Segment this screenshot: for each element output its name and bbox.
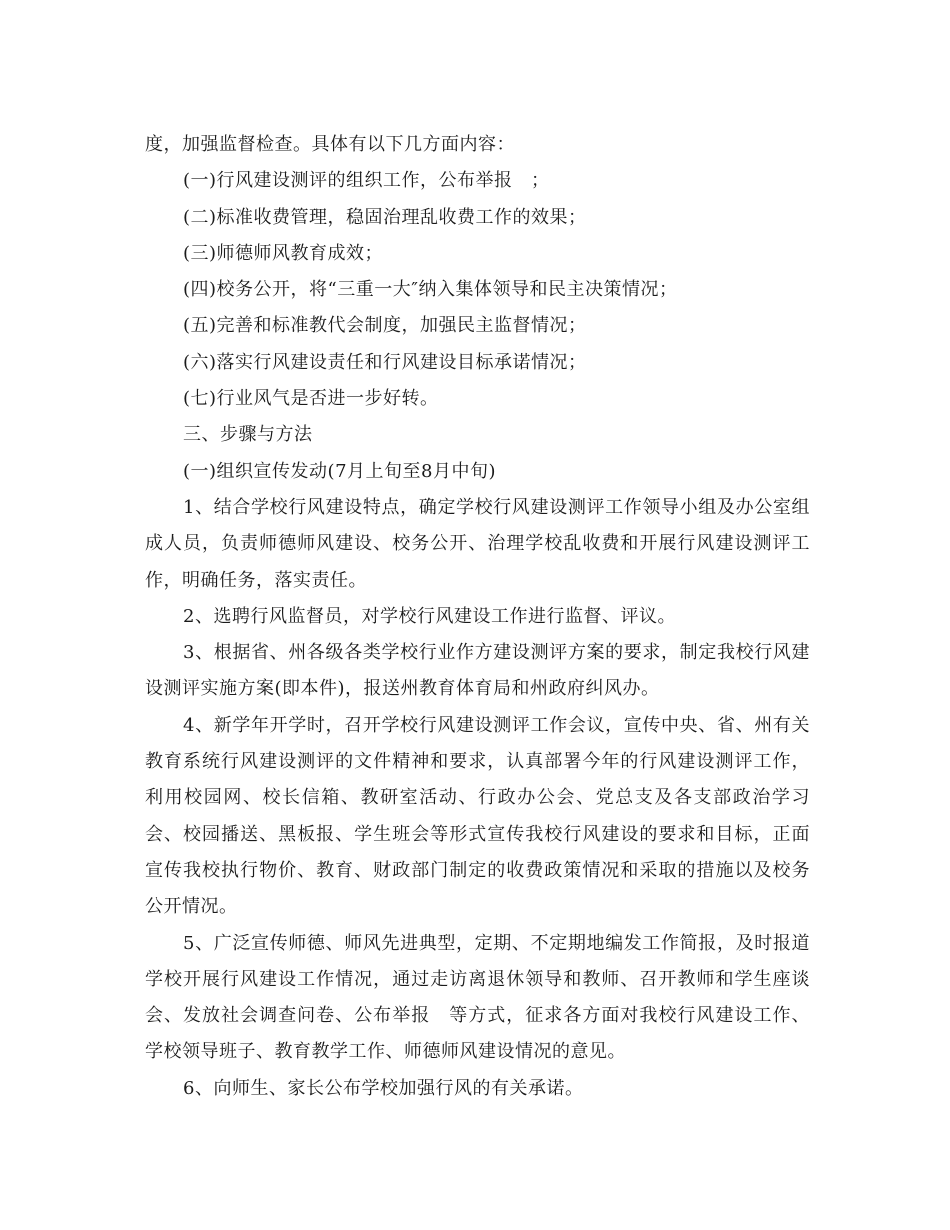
paragraph-item-4: (四)校务公开，将“三重一大″纳入集体领导和民主决策情况； [183, 279, 678, 301]
paragraph-item-2: (二)标准收费管理，稳固治理乱收费工作的效果； [183, 206, 587, 228]
paragraph-item-1: (一)行风建设测评的组织工作，公布举报 ； [183, 170, 550, 192]
section-heading-steps: 三、步骤与方法 [183, 424, 313, 446]
paragraph-item-6: (六)落实行风建设责任和行风建设目标承诺情况； [183, 351, 587, 373]
paragraph-item-5: (五)完善和标准教代会制度，加强民主监督情况； [183, 315, 587, 337]
subsection-heading-publicity: (一)组织宣传发动(7月上旬至8月中旬) [183, 460, 496, 482]
paragraph-step-2: 2、选聘行风监督员，对学校行风建设工作进行监督、评议。 [183, 605, 676, 627]
paragraph-item-7: (七)行业风气是否进一步好转。 [183, 388, 439, 410]
paragraph-item-3: (三)师德师风教育成效； [183, 242, 384, 264]
paragraph-intro-continuation: 度，加强监督检查。具体有以下几方面内容： [145, 134, 515, 155]
paragraph-step-5: 5、广泛宣传师德、师风先进典型，定期、不定期地编发工作简报，及时报道学校开展行风建设工作情况，通过走访离退休领导和教师、召开教师和学生座谈会、发放社会调查问卷、公布举报 等方式，征求各方面对我校行风建设工作、学校领导班子、教育教学工作、师德师风建设情况的意见。 [145, 932, 810, 1063]
paragraph-step-6: 6、向师生、家长公布学校加强行风的有关承诺。 [183, 1077, 584, 1099]
paragraph-step-1: 1、结合学校行风建设特点，确定学校行风建设测评工作领导小组及办公室组成人员，负责师德师风建设、校务公开、治理学校乱收费和开展行风建设测评工作，明确任务，落实责任。 [145, 496, 810, 591]
document-body [145, 127, 810, 1107]
paragraph-step-3: 3、根据省、州各级各类学校行业作方建设测评方案的要求，制定我校行风建设测评实施方案(即本件)，报送州教育体育局和州政府纠风办。 [145, 642, 810, 700]
paragraph-step-4: 4、新学年开学时，召开学校行风建设测评工作会议，宣传中央、省、州有关教育系统行风建设测评的文件精神和要求，认真部署今年的行风建设测评工作，利用校园网、校长信箱、教研室活动、行政办公会、党总支及各支部政治学习会、校园播送、黑板报、学生班会等形式宣传我校行风建设的要求和目标，正面宣传我校执行物价、教育、财政部门制定的收费政策情况和采取的措施以及校务公开情况。 [145, 714, 810, 918]
